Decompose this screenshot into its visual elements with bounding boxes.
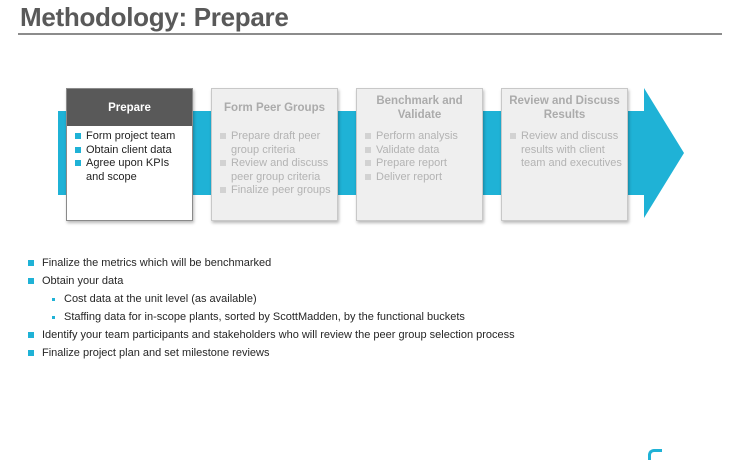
phase-item-text: Form project team: [86, 130, 176, 142]
square-bullet-icon: [365, 147, 371, 153]
sub-bullet-item: [42, 308, 515, 326]
page-title: Methodology: Prepare: [20, 2, 289, 32]
phase-item-text: Review and discuss peer group criteria: [231, 157, 329, 183]
square-bullet-icon: [75, 160, 81, 166]
sub-bullet-list: [42, 290, 515, 326]
sub-bullet-item: [42, 290, 515, 308]
step-bullet-list: [28, 254, 515, 362]
square-bullet-icon: [365, 160, 371, 166]
phase-item: [510, 130, 623, 171]
dot-bullet-icon: [52, 316, 55, 319]
square-bullet-icon: [220, 133, 226, 139]
logo-fragment-icon: [648, 449, 662, 460]
square-bullet-icon: [220, 187, 226, 193]
phase-item-text: Deliver report: [376, 170, 443, 183]
square-bullet-icon: [28, 350, 34, 356]
bullet-text: Identify your team participants and stakeholders who will review the peer group selection process: [42, 329, 515, 341]
dot-bullet-icon: [52, 298, 55, 301]
phase-item-list: [502, 130, 627, 171]
phase-card-prepare: [66, 88, 193, 221]
phase-item-text: Finalize peer groups: [231, 184, 331, 196]
square-bullet-icon: [75, 133, 81, 139]
phase-item: [75, 157, 188, 184]
phase-item: [365, 130, 478, 144]
phase-title: Review and Discuss Results: [509, 94, 620, 121]
bullet-item: [28, 344, 515, 362]
phase-item-list: [212, 130, 337, 198]
phase-card-benchmark-validate: [356, 88, 483, 221]
phase-item-list: [357, 130, 482, 184]
bullet-text: Finalize the metrics which will be benchmarked: [42, 257, 272, 269]
square-bullet-icon: [28, 278, 34, 284]
phase-item: [365, 171, 478, 185]
phase-item-text: Perform analysis: [376, 130, 458, 142]
square-bullet-icon: [365, 133, 371, 139]
phase-item-text: Prepare report: [376, 157, 447, 169]
phase-item: [75, 130, 188, 144]
sub-bullet-text: Staffing data for in-scope plants, sorted by ScottMadden, by the functional buckets: [64, 311, 465, 323]
phase-title: Benchmark and Validate: [376, 94, 463, 121]
phase-item: [220, 130, 333, 157]
square-bullet-icon: [220, 160, 226, 166]
phase-title: Prepare: [67, 89, 192, 126]
square-bullet-icon: [365, 174, 371, 180]
phase-item: [220, 157, 333, 184]
bullet-text: Finalize project plan and set milestone reviews: [42, 347, 270, 359]
square-bullet-icon: [75, 147, 81, 153]
phase-item-text: Obtain client data: [86, 143, 172, 156]
square-bullet-icon: [28, 260, 34, 266]
bullet-item: [28, 272, 515, 326]
sub-bullet-text: Cost data at the unit level (as available): [64, 293, 257, 305]
phase-item-text: Agree upon KPIs and scope: [86, 157, 170, 183]
square-bullet-icon: [510, 133, 516, 139]
phase-item: [365, 144, 478, 158]
square-bullet-icon: [28, 332, 34, 338]
bullet-text: Obtain your data: [42, 275, 124, 287]
bullet-item: [28, 326, 515, 344]
phase-item: [365, 157, 478, 171]
phase-card-form-peer-groups: [211, 88, 338, 221]
phase-item-text: Review and discuss results with client team and executives: [521, 130, 622, 169]
phase-item: [220, 184, 333, 198]
phase-title: Form Peer Groups: [224, 101, 325, 114]
bullet-item: [28, 254, 515, 272]
phase-item-text: Prepare draft peer group criteria: [231, 130, 321, 156]
phase-item-text: Validate data: [376, 143, 440, 156]
phase-item: [75, 144, 188, 158]
phase-item-list: [67, 130, 192, 184]
phase-card-review-discuss: [501, 88, 628, 221]
